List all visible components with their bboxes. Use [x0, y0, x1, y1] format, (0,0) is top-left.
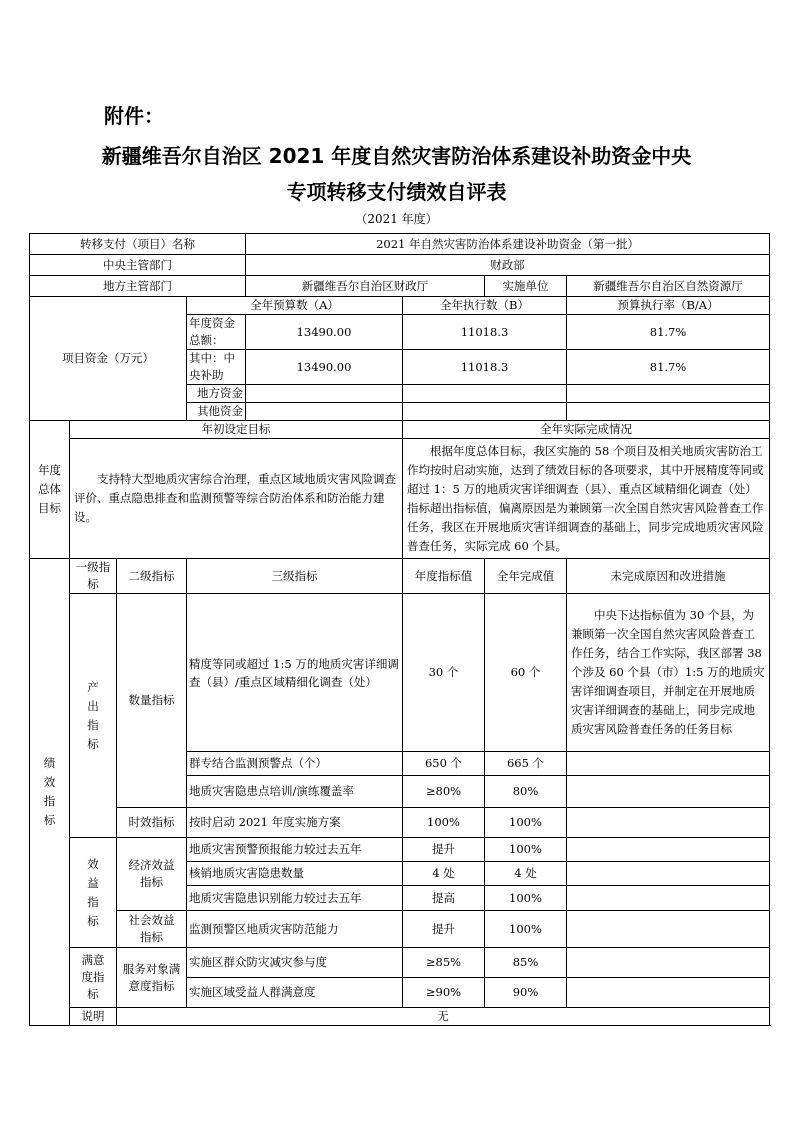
perf-row-target: 4 处: [403, 862, 485, 886]
perf-row-actual: 665 个: [485, 752, 567, 776]
document-title-line1: 新疆维吾尔自治区 2021 年度自然灾害防治体系建设补助资金中央: [101, 144, 692, 168]
perf-row-target: 30 个: [403, 594, 485, 752]
goals-set-header: 年初设定目标: [70, 421, 403, 439]
funds-row-label: 地方资金: [187, 385, 246, 403]
funds-row-rate: [567, 403, 770, 421]
perf-header-level1: 一级指标: [70, 559, 117, 594]
goals-set-text: 支持特大型地质灾害综合治理，重点区域地质灾害风险调查评价、重点隐患排查和监测预警等综合防治体系和防治能力建设。: [70, 439, 403, 559]
time-label: 时效指标: [117, 808, 187, 838]
funds-header-rate: 预算执行率（B/A）: [567, 297, 770, 315]
funds-label: 项目资金（万元）: [30, 297, 187, 421]
perf-row: [30, 808, 770, 838]
perf-row-actual: 100%: [485, 911, 567, 948]
local-dept-label: 地方主管部门: [30, 276, 246, 297]
perf-header-target: 年度指标值: [403, 559, 485, 594]
funds-header-row: [30, 297, 770, 315]
perf-header-level3: 三级指标: [187, 559, 403, 594]
project-name-label: 转移支付（项目）名称: [30, 234, 246, 255]
funds-row-budget: 13490.00: [246, 350, 403, 385]
perf-row-name: 核销地质灾害隐患数量: [187, 862, 403, 886]
funds-row-executed: 11018.3: [403, 315, 567, 350]
perf-row-target: ≥90%: [403, 978, 485, 1008]
year-label: （2021 年度）: [355, 212, 438, 226]
evaluation-table: [29, 233, 770, 1026]
output-label: 产出指标: [70, 594, 117, 838]
central-dept-row: [30, 255, 770, 276]
goals-label: 年度总体目标: [30, 421, 70, 559]
funds-row-budget: [246, 385, 403, 403]
perf-row-target: 650 个: [403, 752, 485, 776]
funds-row-executed: [403, 403, 567, 421]
note-value: 无: [117, 1008, 770, 1026]
perf-row-reason: [567, 776, 770, 808]
perf-row: [30, 948, 770, 978]
perf-header-reason: 未完成原因和改进措施: [567, 559, 770, 594]
funds-row-budget: [246, 403, 403, 421]
perf-row-name: 群专结合监测预警点（个）: [187, 752, 403, 776]
goals-content-row: [30, 439, 770, 559]
perf-row-name: 地质灾害预警预报能力较过去五年: [187, 838, 403, 862]
perf-row-reason: [567, 911, 770, 948]
perf-row-reason: [567, 838, 770, 862]
perf-row-actual: 100%: [485, 808, 567, 838]
perf-row-target: ≥85%: [403, 948, 485, 978]
goals-actual-text: 根据年度总体目标，我区实施的 58 个项目及相关地质灾害防治工作均按时启动实施，达到了绩效目标的各项要求，其中开展精度等同或超过 1：5 万的地质灾害详细调查（县）、重点区域精细化调查（处）指标超出指标值，偏离原因是为兼顾第一次全国自然灾害风险普查工作任务，我区在开展地质灾害详细调查的基础上，同步完成地质灾害风险普查任务，实际完成 60 个县。: [403, 439, 770, 559]
central-dept-value: 财政部: [246, 255, 770, 276]
local-dept-row: [30, 276, 770, 297]
perf-row-actual: 100%: [485, 838, 567, 862]
quantity-label: 数量指标: [117, 594, 187, 808]
benefit-label: 效益指标: [70, 838, 117, 948]
funds-row-budget: 13490.00: [246, 315, 403, 350]
perf-row-name: 精度等同或超过 1:5 万的地质灾害详细调查（县）/重点区域精细化调查（处）: [187, 594, 403, 752]
perf-row-name: 地质灾害隐患点培训/演练覆盖率: [187, 776, 403, 808]
perf-row-reason: [567, 752, 770, 776]
local-dept-value: 新疆维吾尔自治区财政厅: [246, 276, 485, 297]
perf-row-target: 100%: [403, 808, 485, 838]
goals-actual-header: 全年实际完成情况: [403, 421, 770, 439]
perf-row-target: 提升: [403, 911, 485, 948]
funds-header-executed: 全年执行数（B）: [403, 297, 567, 315]
funds-row-rate: 81.7%: [567, 315, 770, 350]
economic-label: 经济效益指标: [117, 838, 187, 911]
central-dept-label: 中央主管部门: [30, 255, 246, 276]
perf-label: 绩效指标: [30, 559, 70, 1026]
perf-row: [30, 911, 770, 948]
perf-row: [30, 838, 770, 862]
note-row: [30, 1008, 770, 1026]
perf-row-reason: [567, 808, 770, 838]
goals-header-row: [30, 421, 770, 439]
perf-row-actual: 100%: [485, 886, 567, 911]
perf-row-reason: 中央下达指标值为 30 个县，为兼顾第一次全国自然灾害风险普查工作任务，结合工作实际，我区部署 38 个涉及 60 个县（市）1:5 万的地质灾害详细调查项目，并制定在开展地质灾害详细调查的基础上，同步完成地质灾害风险普查任务的任务目标: [567, 594, 770, 752]
perf-row-name: 实施区域受益人群满意度: [187, 978, 403, 1008]
service-label: 服务对象满意度指标: [117, 948, 187, 1008]
perf-header-row: [30, 559, 770, 594]
project-name-value: 2021 年自然灾害防治体系建设补助资金（第一批）: [246, 234, 770, 255]
perf-row-target: 提升: [403, 838, 485, 862]
perf-row-reason: [567, 886, 770, 911]
perf-row-name: 监测预警区地质灾害防范能力: [187, 911, 403, 948]
funds-row-label: 其他资金: [187, 403, 246, 421]
impl-unit-value: 新疆维吾尔自治区自然资源厅: [567, 276, 770, 297]
funds-row-rate: [567, 385, 770, 403]
document-title-line2: 专项转移支付绩效自评表: [286, 180, 507, 204]
social-label: 社会效益指标: [117, 911, 187, 948]
satisfaction-label: 满意度指标: [70, 948, 117, 1008]
note-label: 说明: [70, 1008, 117, 1026]
funds-row-executed: 11018.3: [403, 350, 567, 385]
perf-row-actual: 4 处: [485, 862, 567, 886]
funds-row-label: 年度资金总额：: [187, 315, 246, 350]
funds-row-executed: [403, 385, 567, 403]
funds-header-budget: 全年预算数（A）: [187, 297, 403, 315]
perf-row-name: 按时启动 2021 年度实施方案: [187, 808, 403, 838]
perf-row: [30, 594, 770, 752]
perf-row-name: 地质灾害隐患识别能力较过去五年: [187, 886, 403, 911]
perf-row-actual: 85%: [485, 948, 567, 978]
attachment-label: 附件：: [104, 104, 164, 128]
perf-row-reason: [567, 978, 770, 1008]
project-name-row: [30, 234, 770, 255]
perf-row-reason: [567, 948, 770, 978]
perf-row-actual: 80%: [485, 776, 567, 808]
perf-row-target: ≥80%: [403, 776, 485, 808]
funds-row-rate: 81.7%: [567, 350, 770, 385]
impl-unit-label: 实施单位: [485, 276, 567, 297]
perf-row-actual: 60 个: [485, 594, 567, 752]
perf-row-reason: [567, 862, 770, 886]
perf-row-target: 提高: [403, 886, 485, 911]
funds-row-label: 其中：中央补助: [187, 350, 246, 385]
perf-header-actual: 全年完成值: [485, 559, 567, 594]
perf-header-level2: 二级指标: [117, 559, 187, 594]
perf-row-name: 实施区群众防灾减灾参与度: [187, 948, 403, 978]
perf-row-actual: 90%: [485, 978, 567, 1008]
